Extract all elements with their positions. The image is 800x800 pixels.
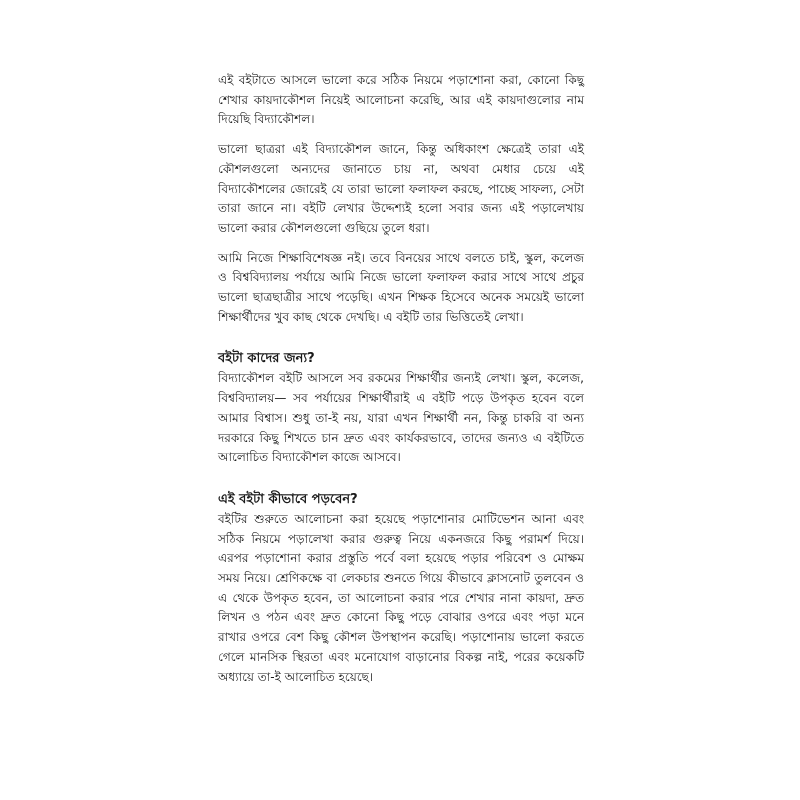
section-heading-how-to-read: এই বইটা কীভাবে পড়বেন? xyxy=(218,491,358,507)
section-heading-audience: বইটা কাদের জন্য? xyxy=(218,351,315,367)
intro-paragraph-1: এই বইটাতে আসলে ভালো করে সঠিক নিয়মে পড়াশোনা করা, কোনো কিছু শেখার কায়দাকৌশল নিয়েই আলোচনা করেছি, আর এই কায়দাগুলোর নাম দিয়েছি বিদ্যাকৌশল। xyxy=(218,73,584,127)
intro-paragraph-2: ভালো ছাত্ররা এই বিদ্যাকৌশল জানে, কিন্তু অধিকাংশ ক্ষেত্রেই তারা এই কৌশলগুলো অন্যদের জানাতে চায় না, অথবা মেধার চেয়ে এই বিদ্যাকৌশলের জোরেই যে তারা ভালো ফলাফল করছে, পাচ্ছে সাফল্য, সেটা তারা জানে না। বইটি লেখার উদ্দেশ্যই হলো সবার জন্য এই পড়ালেখায় ভালো করার কৌশলগুলো গুছিয়ে তুলে ধরা। xyxy=(218,142,584,235)
page-content xyxy=(218,71,584,697)
section-body-audience: বিদ্যাকৌশল বইটি আসলে সব রকমের শিক্ষার্থীর জন্যই লেখা। স্কুল, কলেজ, বিশ্ববিদ্যালয়— সব পর্যায়ের শিক্ষার্থীরাই এ বইটি পড়ে উপকৃত হবেন বলে আমার বিশ্বাস। শুধু তা-ই নয়, যারা এখন শিক্ষার্থী নন, কিন্তু চাকরি বা অন্য দরকারে কিছু শিখতে চান দ্রুত এবং কার্যকরভাবে, তাদের জন্যও এ বইটিতে আলোচিত বিদ্যাকৌশল কাজে আসবে। xyxy=(218,371,584,465)
section-body-how-to-read: বইটির শুরুতে আলোচনা করা হয়েছে পড়াশোনার মোটিভেশন আনা এবং সঠিক নিয়মে পড়ালেখা করার গুরুত্ব নিয়ে একনজরে কিছু পরামর্শ দিয়ে। এরপর পড়াশোনা করার প্রস্তুতি পর্বে বলা হয়েছে পড়ার পরিবেশ ও মোক্ষম সময় নিয়ে। শ্রেণিকক্ষে বা লেকচার শুনতে গিয়ে কীভাবে ক্লাসনোট তুলবেন ও এ থেকে উপকৃত হবেন, তা আলোচনা করার পরে শেখার নানা কায়দা, দ্রুত লিখন ও পঠন এবং দ্রুত কোনো কিছু পড়ে বোঝার ওপরে এবং পড়া মনে রাখার ওপরে বেশ কিছু কৌশল উপস্থাপন করেছি। পড়াশোনায় ভালো করতে গেলে মানসিক স্থিরতা এবং মনোযোগ বাড়ানোর বিকল্প নাই, পরের কয়েকটি অধ্যায়ে তা-ই আলোচিত হয়েছে। xyxy=(218,511,584,684)
intro-paragraph-3: আমি নিজে শিক্ষাবিশেষজ্ঞ নই। তবে বিনয়ের সাথে বলতে চাই, স্কুল, কলেজ ও বিশ্ববিদ্যালয় পর্যায়ে আমি নিজে ভালো ফলাফল করার সাথে সাথে প্রচুর ভালো ছাত্রছাত্রীর সাথে পড়েছি। এখন শিক্ষক হিসেবে অনেক সময়েই ভালো শিক্ষার্থীদের খুব কাছ থেকে দেখছি। এ বইটি তার ভিত্তিতেই লেখা। xyxy=(218,250,584,324)
